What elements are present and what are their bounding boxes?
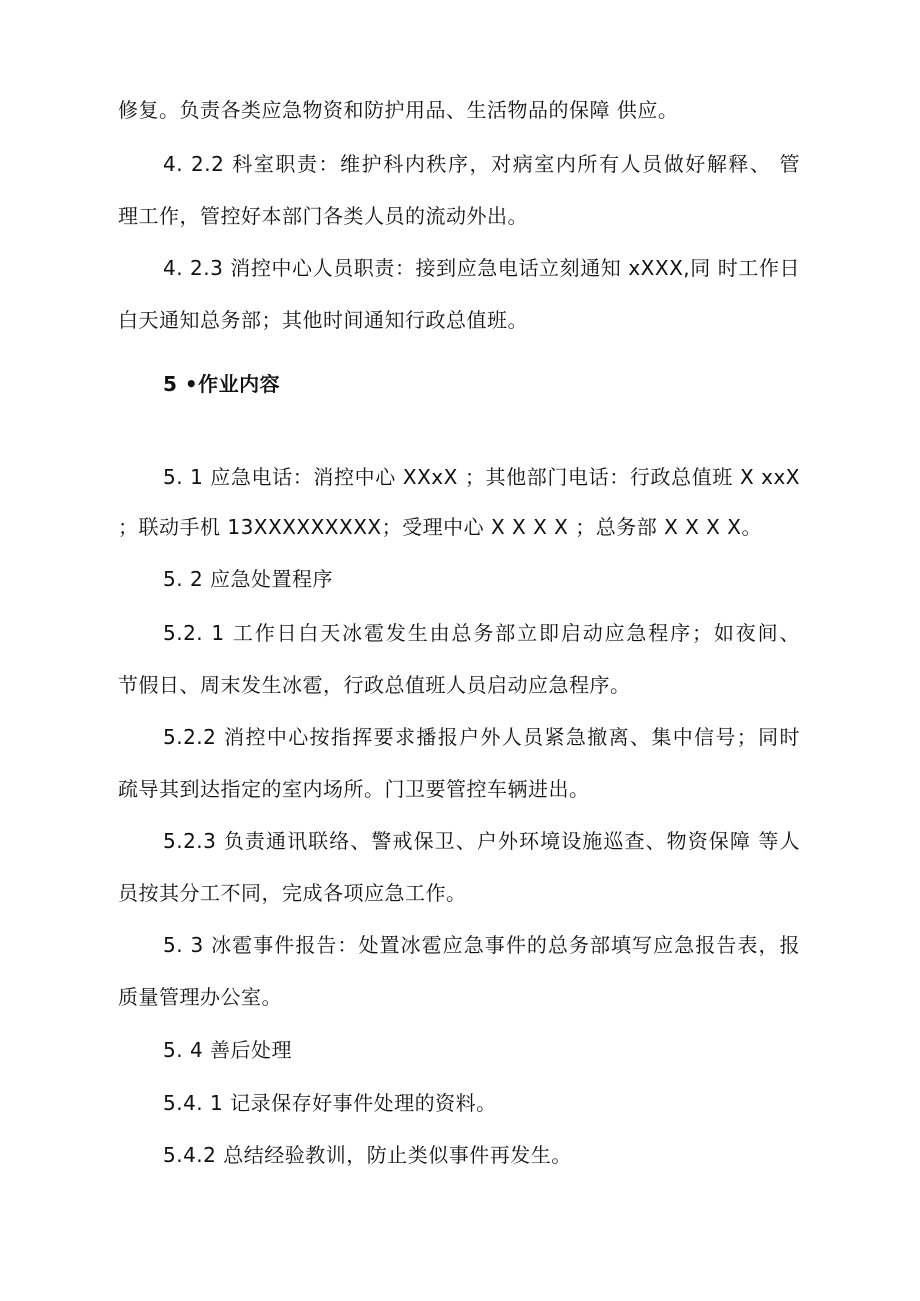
text-line-repair: 修复。负责各类应急物资和防护用品、生活物品的保障 供应。 [118, 98, 679, 122]
text-line-5-2-2-cont: 疏导其到达指定的室内场所。门卫要管控车辆进出。 [118, 777, 590, 801]
text-line-5-2-1-cont: 节假日、周末发生冰雹，行政总值班人员启动应急程序。 [118, 673, 631, 697]
text-line-5-2-3: 5.2.3 负责通讯联络、警戒保卫、户外环境设施巡查、物资保障 等人 [163, 829, 800, 853]
text-line-5-4-1: 5.4. 1 记录保存好事件处理的资料。 [163, 1091, 497, 1115]
text-line-5-4: 5. 4 善后处理 [163, 1038, 293, 1062]
text-line-5-2-1: 5.2. 1 工作日白天冰雹发生由总务部立即启动应急程序；如夜间、 [163, 621, 800, 645]
text-line-5-1: 5. 1 应急电话：消控中心 XXxX ；其他部门电话：行政总值班 X xxX [163, 465, 800, 489]
section-heading-5: 5 •作业内容 [163, 372, 281, 396]
text-line-4-2-2-cont: 理工作，管控好本部门各类人员的流动外出。 [118, 204, 528, 228]
text-line-4-2-2: 4. 2.2 科室职责：维护科内秩序，对病室内所有人员做好解释、 管 [163, 152, 800, 176]
text-line-4-2-3-cont: 白天通知总务部；其他时间通知行政总值班。 [118, 308, 528, 332]
text-line-4-2-3: 4. 2.3 消控中心人员职责：接到应急电话立刻通知 xXXX,同 时工作日 [163, 256, 800, 280]
text-line-5-3: 5. 3 冰雹事件报告：处置冰雹应急事件的总务部填写应急报告表，报 [163, 933, 800, 957]
text-line-5-4-2: 5.4.2 总结经验教训，防止类似事件再发生。 [163, 1143, 572, 1167]
text-line-5-2: 5. 2 应急处置程序 [163, 567, 334, 591]
text-line-5-2-3-cont: 员按其分工不同，完成各项应急工作。 [118, 881, 467, 905]
text-line-5-2-2: 5.2.2 消控中心按指挥要求播报户外人员紧急撤离、集中信号；同时 [163, 725, 800, 749]
text-line-5-1-cont: ；联动手机 13XXXXXXXXX；受理中心 X X X X ；总务部 X X X X。 [118, 515, 762, 539]
text-line-5-3-cont: 质量管理办公室。 [118, 985, 282, 1009]
